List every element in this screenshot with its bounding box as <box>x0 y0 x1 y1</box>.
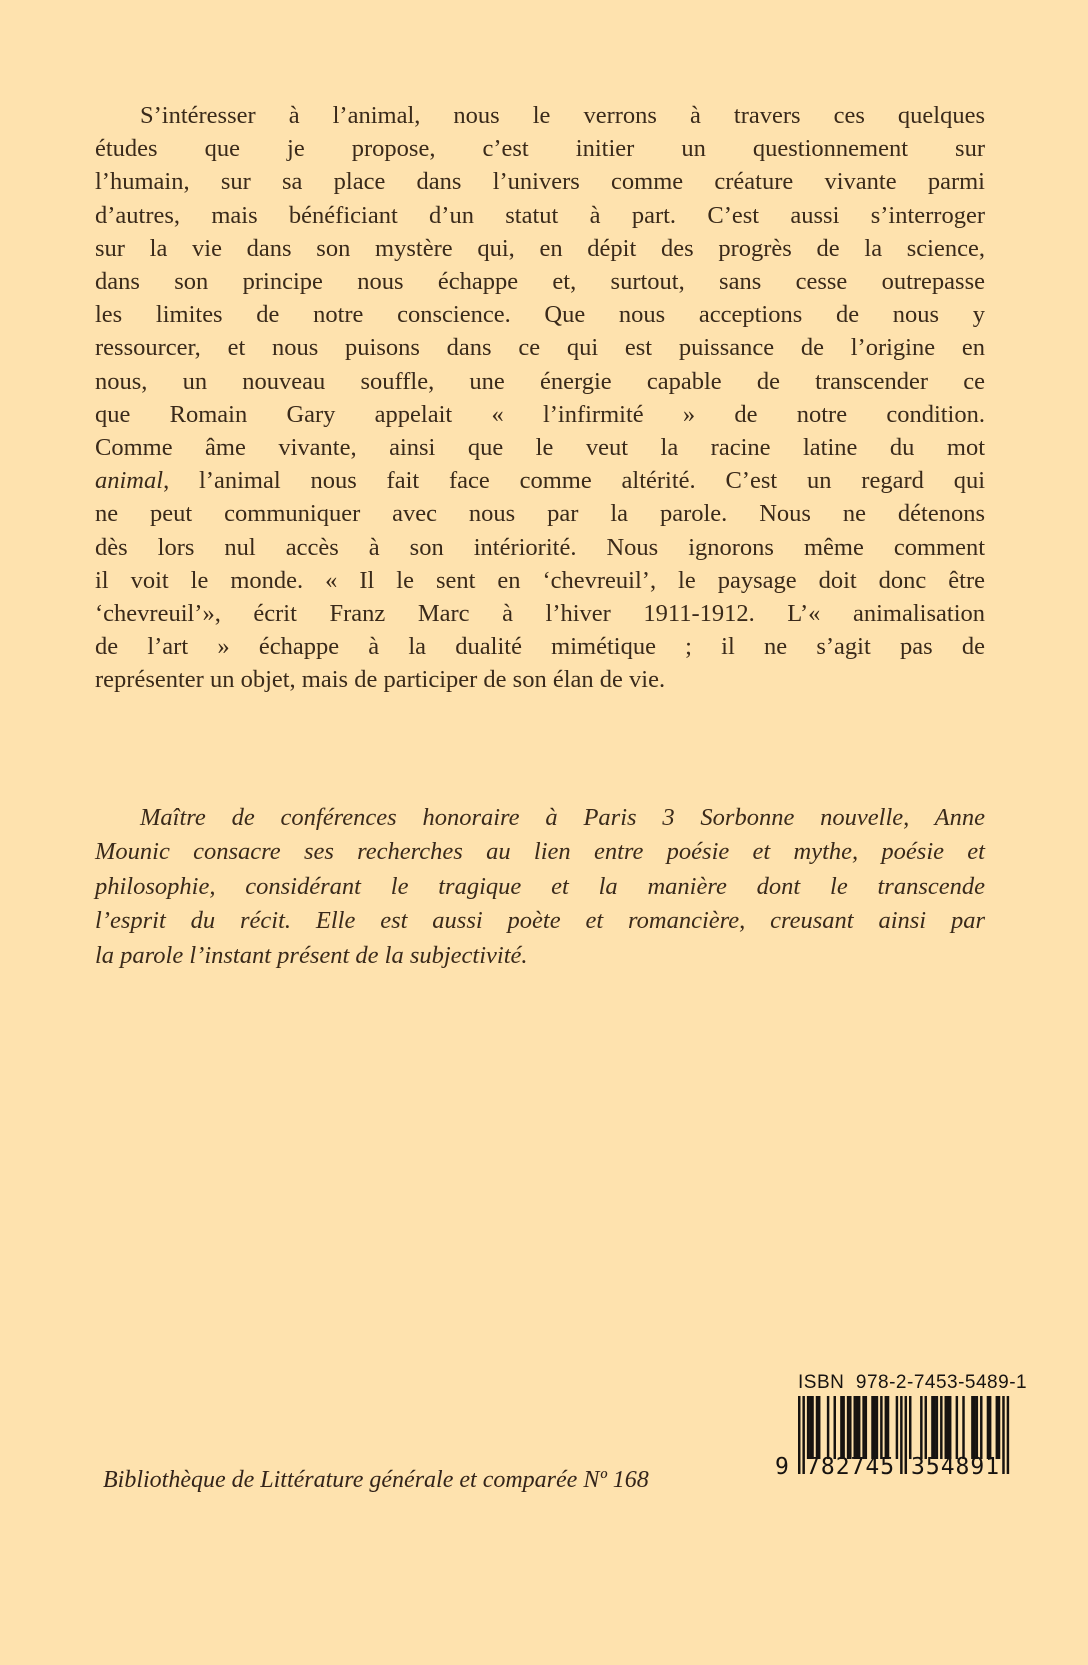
text-line: S’intéresser à l’animal, nous le verrons à travers ces quelques <box>140 102 985 129</box>
text-line: nous, un nouveau souffle, une énergie capable de transcender ce <box>95 367 985 395</box>
text-line: dès lors nul accès à son intériorité. Nous ignorons même comment <box>95 533 985 561</box>
text-line: d’autres, mais bénéficiant d’un statut à part. C’est aussi s’interroger <box>95 201 985 229</box>
text-line: Maître de conférences honoraire à Paris 3 Sorbonne nouvelle, Anne <box>140 804 985 831</box>
collection-label: Bibliothèque de Littérature générale et comparée Nº 168 <box>103 1467 649 1493</box>
barcode-digits-left: 782745 <box>806 1454 896 1480</box>
text-line: l’esprit du récit. Elle est aussi poète et romancière, creusant ainsi par <box>95 907 985 935</box>
isbn-label: ISBN 978-2-7453-5489-1 <box>798 1372 1028 1393</box>
text-line: animal, l’animal nous fait face comme altérité. C’est un regard qui <box>95 467 985 495</box>
text-line: sur la vie dans son mystère qui, en dépit des progrès de la science, <box>95 234 985 262</box>
text-line: dans son principe nous échappe et, surtout, sans cesse outrepasse <box>95 268 985 296</box>
text-line: représenter un objet, mais de participer de son élan de vie. <box>95 666 666 694</box>
author-bio-paragraph <box>95 801 985 973</box>
text-line: les limites de notre conscience. Que nous acceptions de nous y <box>95 301 985 329</box>
barcode-digits-right: 354891 <box>911 1454 1001 1480</box>
text-line: que Romain Gary appelait « l’infirmité » de notre condition. <box>95 400 985 428</box>
text-line: l’humain, sur sa place dans l’univers comme créature vivante parmi <box>95 168 985 196</box>
text-line: Mounic consacre ses recherches au lien entre poésie et mythe, poésie et <box>95 838 985 866</box>
text-line: études que je propose, c’est initier un questionnement sur <box>95 135 985 163</box>
text-line: Comme âme vivante, ainsi que le veut la racine latine du mot <box>95 434 985 462</box>
isbn-barcode-block <box>772 1372 1028 1484</box>
text-line: de l’art » échappe à la dualité mimétique ; il ne s’agit pas de <box>95 633 985 661</box>
text-line: il voit le monde. « Il le sent en ‘chevreuil’, le paysage doit donc être <box>95 566 985 594</box>
text-line: ‘chevreuil’», écrit Franz Marc à l’hiver 1911-1912. L’« animalisation <box>95 600 985 628</box>
text-line: la parole l’instant présent de la subjectivité. <box>95 941 528 969</box>
ean13-barcode <box>772 1396 1012 1484</box>
text-line: ne peut communiquer avec nous par la parole. Nous ne détenons <box>95 500 985 528</box>
text-line: philosophie, considérant le tragique et la manière dont le transcende <box>95 872 985 900</box>
text-line: ressourcer, et nous puisons dans ce qui est puissance de l’origine en <box>95 334 985 362</box>
synopsis-paragraph <box>95 99 985 697</box>
barcode-digit-leading: 9 <box>775 1454 790 1480</box>
